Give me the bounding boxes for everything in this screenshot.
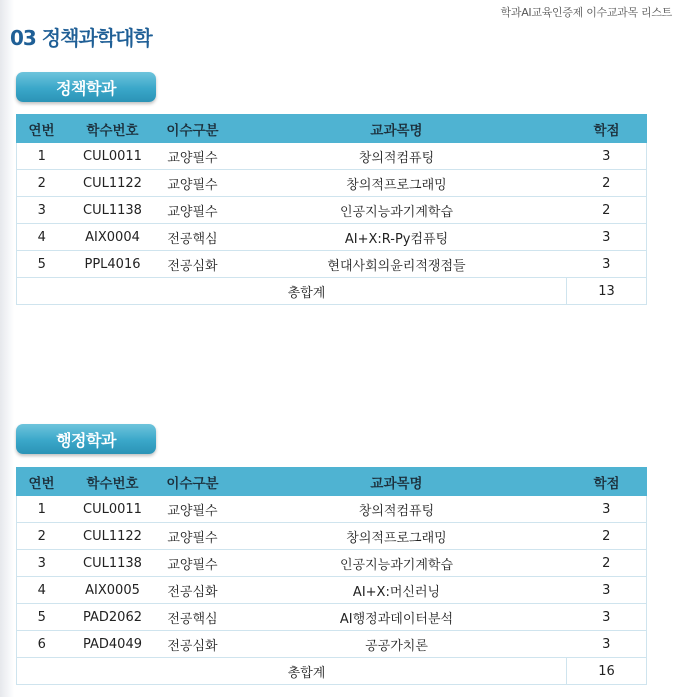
cell-name: AI+X:머신러닝 (227, 577, 567, 604)
cell-type: 교양필수 (159, 496, 227, 523)
cell-type: 교양필수 (159, 523, 227, 550)
table-row (17, 550, 647, 577)
total-row (17, 658, 647, 685)
cell-code: PPL4016 (67, 251, 159, 278)
cell-code: CUL0011 (67, 143, 159, 170)
cell-no: 2 (17, 523, 67, 550)
section-tab-public-admin: 행정학과 (16, 424, 156, 454)
col-header-credit: 학점 (567, 115, 647, 143)
cell-name: AI+X:R-Py컴퓨팅 (227, 224, 567, 251)
cell-type: 교양필수 (159, 197, 227, 224)
total-row (17, 278, 647, 305)
section-tab-policy: 정책학과 (16, 72, 156, 102)
cell-code: CUL1138 (67, 197, 159, 224)
table-row (17, 197, 647, 224)
cell-credit: 2 (567, 550, 647, 577)
table-row (17, 170, 647, 197)
page-edge-shade (0, 0, 14, 697)
total-credit: 16 (567, 658, 647, 685)
document-header: 학과AI교육인증제 이수교과목 리스트 (500, 6, 672, 19)
table-row (17, 143, 647, 170)
page-title: 03 정책과학대학 (10, 26, 152, 50)
total-label: 총합계 (17, 658, 567, 685)
col-header-type: 이수구분 (159, 115, 227, 143)
col-header-type: 이수구분 (159, 468, 227, 496)
course-table-policy (16, 114, 647, 305)
cell-code: CUL1122 (67, 523, 159, 550)
cell-code: PAD2062 (67, 604, 159, 631)
cell-name: 창의적프로그래밍 (227, 523, 567, 550)
cell-credit: 3 (567, 631, 647, 658)
cell-type: 전공심화 (159, 631, 227, 658)
cell-type: 전공심화 (159, 251, 227, 278)
cell-code: PAD4049 (67, 631, 159, 658)
cell-code: AIX0004 (67, 224, 159, 251)
cell-no: 4 (17, 224, 67, 251)
cell-name: 인공지능과기계학습 (227, 197, 567, 224)
table-row (17, 251, 647, 278)
cell-code: CUL1138 (67, 550, 159, 577)
cell-no: 3 (17, 197, 67, 224)
cell-name: 창의적프로그래밍 (227, 170, 567, 197)
table-row (17, 631, 647, 658)
cell-code: AIX0005 (67, 577, 159, 604)
table-header-row (17, 468, 647, 496)
col-header-name: 교과목명 (227, 468, 567, 496)
cell-credit: 3 (567, 496, 647, 523)
table-row (17, 224, 647, 251)
cell-credit: 3 (567, 251, 647, 278)
cell-credit: 3 (567, 577, 647, 604)
cell-no: 5 (17, 251, 67, 278)
course-table-public-admin (16, 467, 647, 685)
cell-code: CUL0011 (67, 496, 159, 523)
col-header-code: 학수번호 (67, 468, 159, 496)
table-row (17, 496, 647, 523)
total-label: 총합계 (17, 278, 567, 305)
cell-name: 창의적컴퓨팅 (227, 496, 567, 523)
col-header-credit: 학점 (567, 468, 647, 496)
cell-type: 전공심화 (159, 577, 227, 604)
total-credit: 13 (567, 278, 647, 305)
cell-type: 교양필수 (159, 143, 227, 170)
table-row (17, 604, 647, 631)
cell-code: CUL1122 (67, 170, 159, 197)
cell-name: AI행정과데이터분석 (227, 604, 567, 631)
cell-name: 공공가치론 (227, 631, 567, 658)
cell-credit: 3 (567, 604, 647, 631)
col-header-no: 연번 (17, 115, 67, 143)
table-header-row (17, 115, 647, 143)
cell-name: 현대사회의윤리적쟁점들 (227, 251, 567, 278)
col-header-no: 연번 (17, 468, 67, 496)
cell-type: 교양필수 (159, 550, 227, 577)
table-row (17, 577, 647, 604)
cell-credit: 2 (567, 170, 647, 197)
cell-credit: 3 (567, 143, 647, 170)
cell-type: 전공핵심 (159, 604, 227, 631)
cell-type: 교양필수 (159, 170, 227, 197)
cell-no: 2 (17, 170, 67, 197)
table-row (17, 523, 647, 550)
col-header-code: 학수번호 (67, 115, 159, 143)
cell-credit: 2 (567, 523, 647, 550)
cell-credit: 2 (567, 197, 647, 224)
cell-no: 3 (17, 550, 67, 577)
col-header-name: 교과목명 (227, 115, 567, 143)
cell-name: 창의적컴퓨팅 (227, 143, 567, 170)
cell-type: 전공핵심 (159, 224, 227, 251)
cell-no: 1 (17, 143, 67, 170)
cell-name: 인공지능과기계학습 (227, 550, 567, 577)
cell-credit: 3 (567, 224, 647, 251)
cell-no: 6 (17, 631, 67, 658)
cell-no: 5 (17, 604, 67, 631)
cell-no: 1 (17, 496, 67, 523)
cell-no: 4 (17, 577, 67, 604)
